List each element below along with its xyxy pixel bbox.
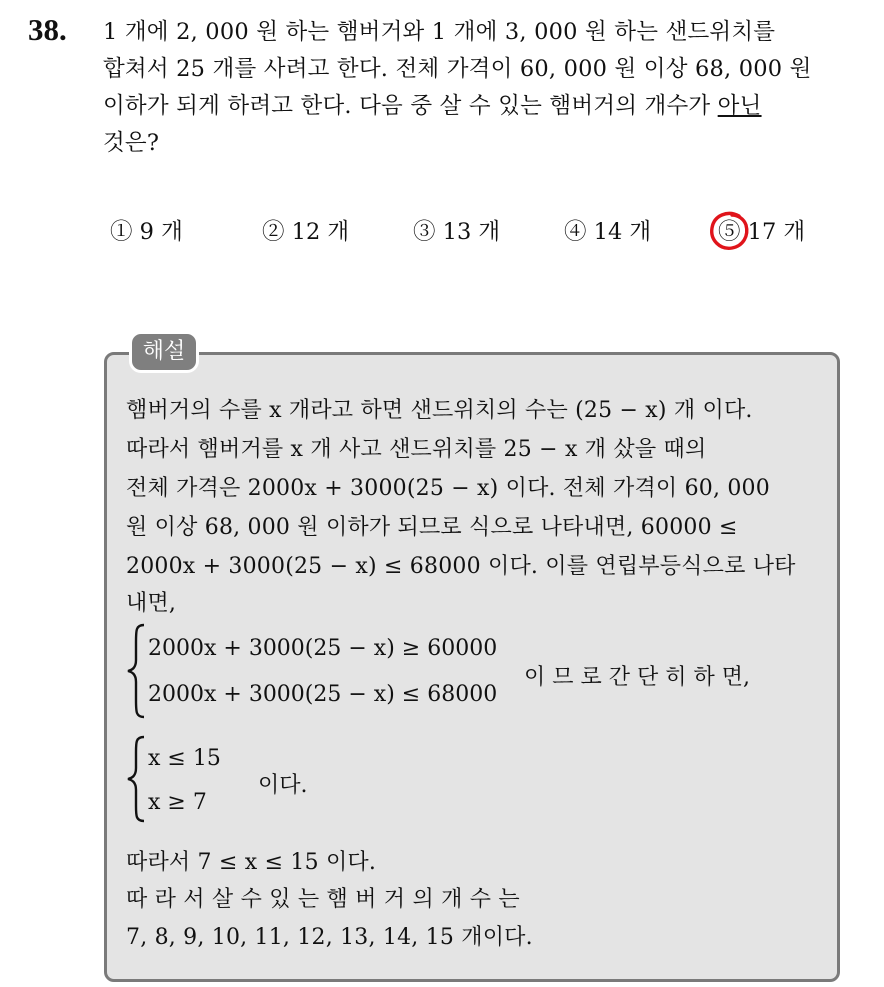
explanation-line-6: 내면, [126,591,177,616]
explanation-line-1: 햄버거의 수를 x 개라고 하면 샌드위치의 수는 (25 − x) 개 이다. [126,398,753,423]
choice-1[interactable]: ① 9 개 [110,219,183,245]
system1-eq2: 2000x + 3000(25 − x) ≤ 68000 [148,682,498,707]
system-brace-1 [124,622,148,720]
system1-eq1: 2000x + 3000(25 − x) ≥ 60000 [148,636,498,661]
underlined-word: 아닌 [717,93,762,119]
explanation-line-4: 원 이상 68, 000 원 이하가 되므로 식으로 나타내면, 60000 ≤ [126,515,738,540]
system2-eq2: x ≥ 7 [148,790,207,815]
choice-3[interactable]: ③ 13 개 [413,219,501,245]
explanation-line-2: 따라서 햄버거를 x 개 사고 샌드위치를 25 − x 개 샀을 때의 [126,437,707,462]
explanation-tag: 해설 [129,331,199,373]
system2-eq1: x ≤ 15 [148,746,221,771]
choice-5[interactable]: ⑤ 17 개 [718,219,806,245]
question-line-1: 1 개에 2, 000 원 하는 햄버거와 1 개에 3, 000 원 하는 샌드위치를 [103,19,776,45]
question-line-4: 것은? [103,130,160,156]
question-line-3-text: 이하가 되게 하려고 한다. 다음 중 살 수 있는 햄버거의 개수가 [103,93,718,119]
question-line-3 [103,88,863,125]
conclusion-line-2: 따 라 서 살 수 있 는 햄 버 거 의 개 수 는 [126,887,520,912]
question-number: 38. [28,12,67,47]
choice-2[interactable]: ② 12 개 [262,219,350,245]
system2-tail: 이다. [258,773,308,798]
conclusion-line-3: 7, 8, 9, 10, 11, 12, 13, 14, 15 개이다. [126,925,533,950]
explanation-line-5: 2000x + 3000(25 − x) ≤ 68000 이다. 이를 연립부등식으로 나타 [126,554,796,579]
conclusion-line-1: 따라서 7 ≤ x ≤ 15 이다. [126,850,377,875]
system-brace-2 [124,734,148,824]
explanation-line-3: 전체 가격은 2000x + 3000(25 − x) 이다. 전체 가격이 60, 000 [126,476,770,501]
system1-tail: 이 므 로 간 단 히 하 면, [524,665,750,690]
question-text [103,14,863,162]
choice-4[interactable]: ④ 14 개 [564,219,652,245]
question-line-2: 합쳐서 25 개를 사려고 한다. 전체 가격이 60, 000 원 이상 68, 000 원 [103,56,812,82]
answer-circle-mark [708,209,752,253]
